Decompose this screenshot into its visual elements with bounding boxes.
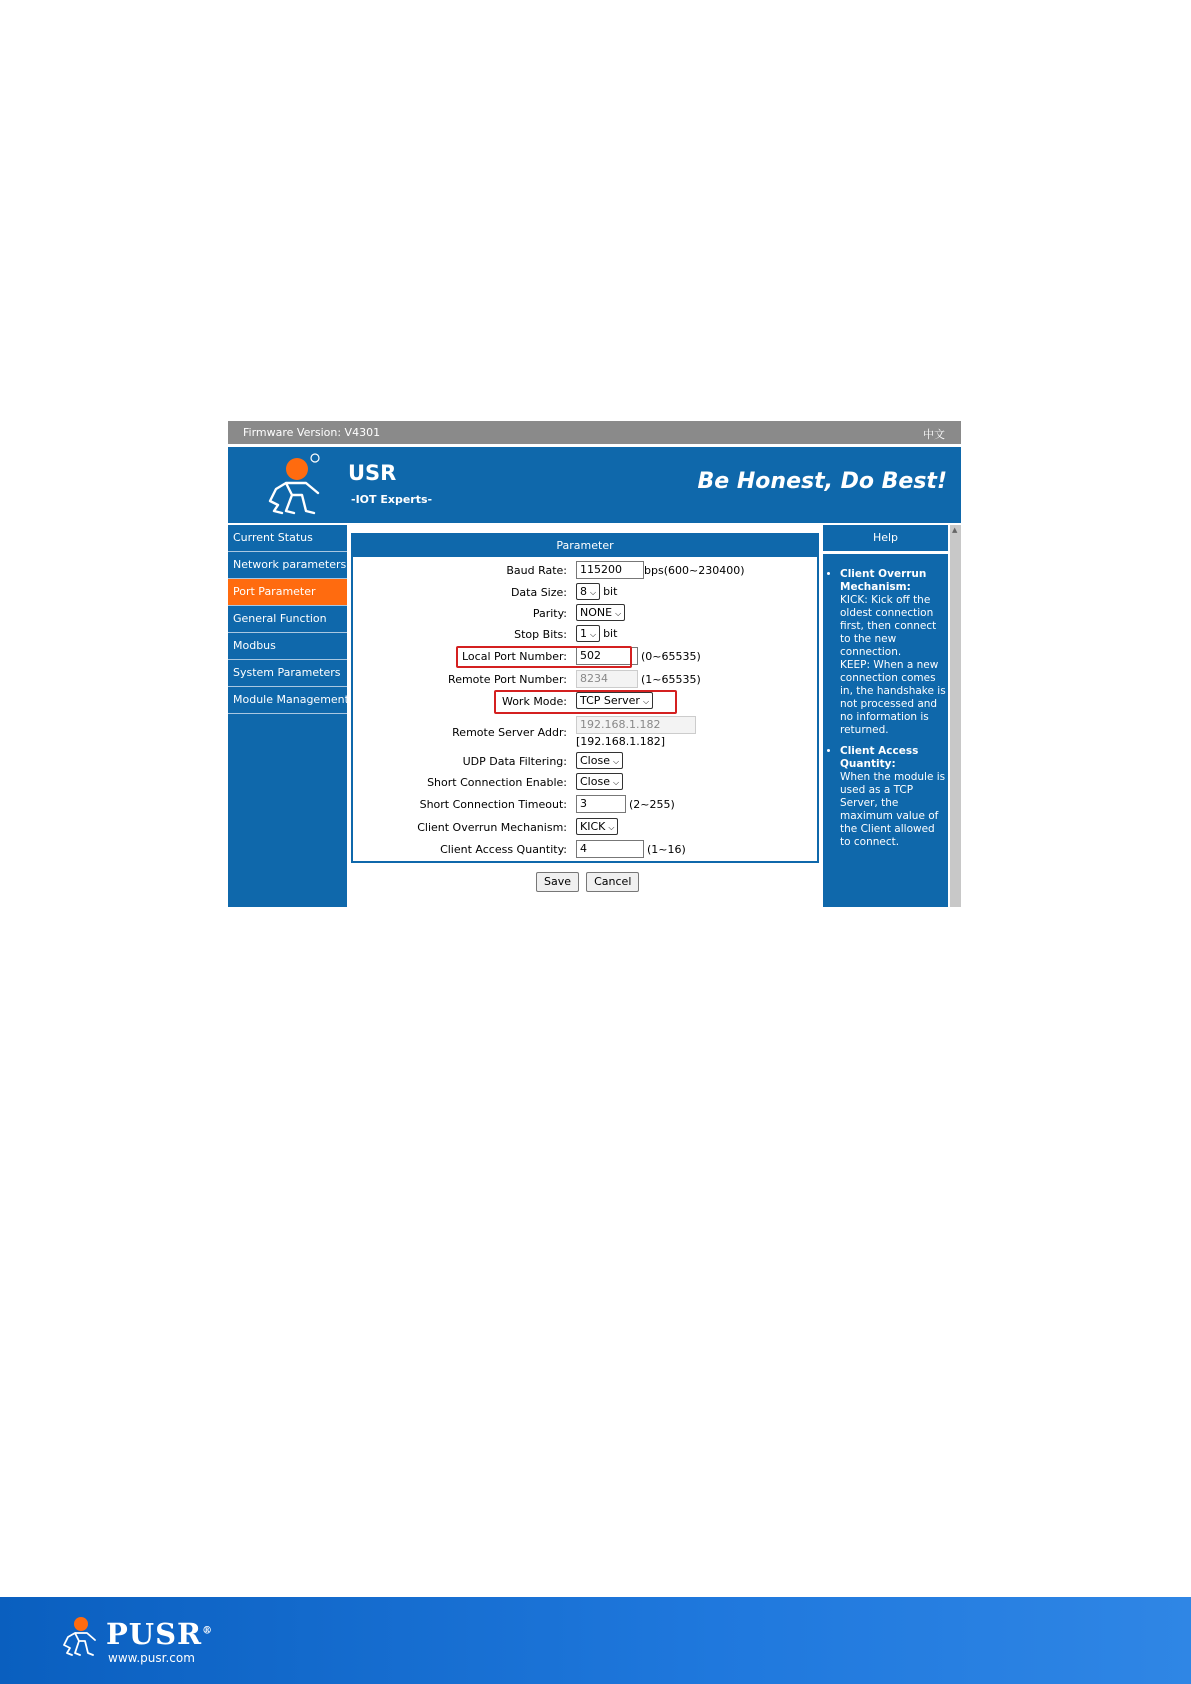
- remote-port-row: [353, 670, 817, 690]
- header-banner: [228, 447, 961, 523]
- form-buttons: [536, 870, 641, 892]
- registered-mark: ®: [202, 1625, 214, 1637]
- short-enable-row: [353, 773, 817, 793]
- parameter-panel: [351, 533, 819, 863]
- short-enable-select[interactable]: [576, 773, 623, 790]
- work-mode-label: Work Mode:: [501, 695, 567, 708]
- sidebar-item-module-management[interactable]: Module Management: [228, 687, 347, 714]
- scroll-up-icon[interactable]: ▲: [952, 526, 958, 534]
- access-qty-input[interactable]: 4: [576, 840, 644, 858]
- remote-port-label: Remote Port Number:: [448, 673, 567, 686]
- help-title: Help: [823, 525, 948, 554]
- udp-filter-row: [353, 752, 817, 772]
- sidebar: [228, 525, 347, 907]
- parity-label: Parity:: [532, 607, 567, 620]
- sidebar-item-current-status[interactable]: Current Status: [228, 525, 347, 552]
- stop-bits-row: [353, 625, 817, 645]
- short-timeout-input[interactable]: 3: [576, 795, 626, 813]
- local-port-input[interactable]: 502: [576, 647, 638, 665]
- parity-row: [353, 604, 817, 624]
- sidebar-item-network-parameters[interactable]: Network parameters: [228, 552, 347, 579]
- sidebar-item-port-parameter[interactable]: Port Parameter: [228, 579, 347, 606]
- work-mode-value: TCP Server: [580, 694, 640, 707]
- router-config-screenshot: [228, 421, 961, 907]
- brand-subtitle: -IOT Experts-: [351, 493, 433, 506]
- chevron-down-icon: ⌵: [642, 697, 650, 706]
- short-enable-value: Close: [580, 775, 610, 788]
- data-size-unit: bit: [603, 585, 618, 598]
- help-panel: [823, 525, 948, 907]
- access-qty-label: Client Access Quantity:: [440, 843, 567, 856]
- stop-bits-unit: bit: [603, 627, 618, 640]
- scrollbar[interactable]: [950, 525, 961, 907]
- work-mode-highlight: [494, 690, 677, 714]
- remote-port-input[interactable]: 8234: [576, 670, 638, 688]
- baud-rate-label: Baud Rate:: [506, 564, 567, 577]
- help-item-overrun: [840, 568, 948, 737]
- overrun-value: KICK: [580, 820, 606, 833]
- chevron-down-icon: ⌵: [590, 630, 597, 639]
- language-link[interactable]: 中文: [923, 428, 945, 441]
- chevron-down-icon: ⌵: [615, 609, 622, 618]
- save-button[interactable]: Save: [536, 872, 579, 892]
- baud-rate-input[interactable]: 115200: [576, 561, 644, 579]
- page-footer: [0, 1597, 1191, 1684]
- remote-addr-row: [353, 716, 817, 750]
- brand-name: USR: [348, 461, 397, 485]
- stop-bits-select[interactable]: [576, 625, 600, 642]
- main-content: [350, 525, 821, 907]
- help-text: KEEP: When a new connection comes in, the handshake is not processed and no information is returned.: [840, 659, 946, 736]
- remote-addr-input[interactable]: 192.168.1.182: [576, 716, 696, 734]
- stop-bits-label: Stop Bits:: [514, 628, 567, 641]
- help-heading: • Client Overrun Mechanism:: [840, 568, 927, 593]
- local-port-label: Local Port Number:: [461, 650, 567, 663]
- short-timeout-row: [353, 795, 817, 815]
- usr-mascot-logo-icon: [266, 453, 328, 517]
- overrun-row: [353, 818, 817, 838]
- chevron-down-icon: ⌵: [590, 588, 597, 597]
- short-enable-label: Short Connection Enable:: [427, 776, 567, 789]
- help-text: When the module is used as a TCP Server, the maximum value of the Client allowed to connect.: [840, 771, 946, 848]
- parity-select[interactable]: [576, 604, 625, 621]
- chevron-down-icon: ⌵: [612, 778, 620, 787]
- local-port-highlight: [456, 646, 632, 668]
- footer-brand: [106, 1617, 213, 1651]
- access-qty-row: [353, 840, 817, 860]
- sidebar-item-general-function[interactable]: General Function: [228, 606, 347, 633]
- help-list: [823, 568, 948, 849]
- short-timeout-label: Short Connection Timeout:: [419, 798, 567, 811]
- data-size-select[interactable]: [576, 583, 600, 600]
- remote-addr-label: Remote Server Addr:: [452, 726, 567, 739]
- udp-filter-label: UDP Data Filtering:: [462, 755, 567, 768]
- chevron-down-icon: ⌵: [608, 823, 615, 832]
- remote-addr-current: [192.168.1.182]: [576, 735, 666, 748]
- local-port-hint: (0~65535): [641, 649, 701, 663]
- footer-brand-text: PUSR: [106, 1617, 203, 1651]
- baud-rate-row: [353, 561, 817, 581]
- data-size-label: Data Size:: [510, 586, 567, 599]
- access-qty-hint: (1~16): [647, 842, 686, 856]
- help-item-access-quantity: [840, 745, 948, 849]
- stop-bits-value: 1: [580, 627, 587, 640]
- data-size-value: 8: [580, 585, 587, 598]
- help-heading: • Client Access Quantity:: [840, 745, 919, 770]
- sidebar-item-system-parameters[interactable]: System Parameters: [228, 660, 347, 687]
- panel-title: Parameter: [353, 535, 817, 557]
- sidebar-item-modbus[interactable]: Modbus: [228, 633, 347, 660]
- udp-filter-select[interactable]: [576, 752, 623, 769]
- top-bar: [228, 421, 961, 444]
- cancel-button[interactable]: Cancel: [586, 872, 639, 892]
- footer-url[interactable]: www.pusr.com: [108, 1651, 195, 1665]
- overrun-select[interactable]: [576, 818, 618, 835]
- data-size-row: [353, 583, 817, 603]
- slogan: Be Honest, Do Best!: [697, 469, 947, 494]
- overrun-label: Client Overrun Mechanism:: [417, 821, 567, 834]
- short-timeout-hint: (2~255): [629, 797, 675, 811]
- help-text: KICK: Kick off the oldest connection first, then connect to the new connection.: [840, 594, 937, 658]
- remote-port-hint: (1~65535): [641, 672, 701, 686]
- udp-filter-value: Close: [580, 754, 610, 767]
- chevron-down-icon: ⌵: [612, 757, 620, 766]
- pusr-mascot-logo-icon: [62, 1615, 100, 1657]
- baud-rate-hint: bps(600~230400): [644, 563, 745, 577]
- parity-value: NONE: [580, 606, 613, 619]
- firmware-version: Firmware Version: V4301: [243, 426, 381, 439]
